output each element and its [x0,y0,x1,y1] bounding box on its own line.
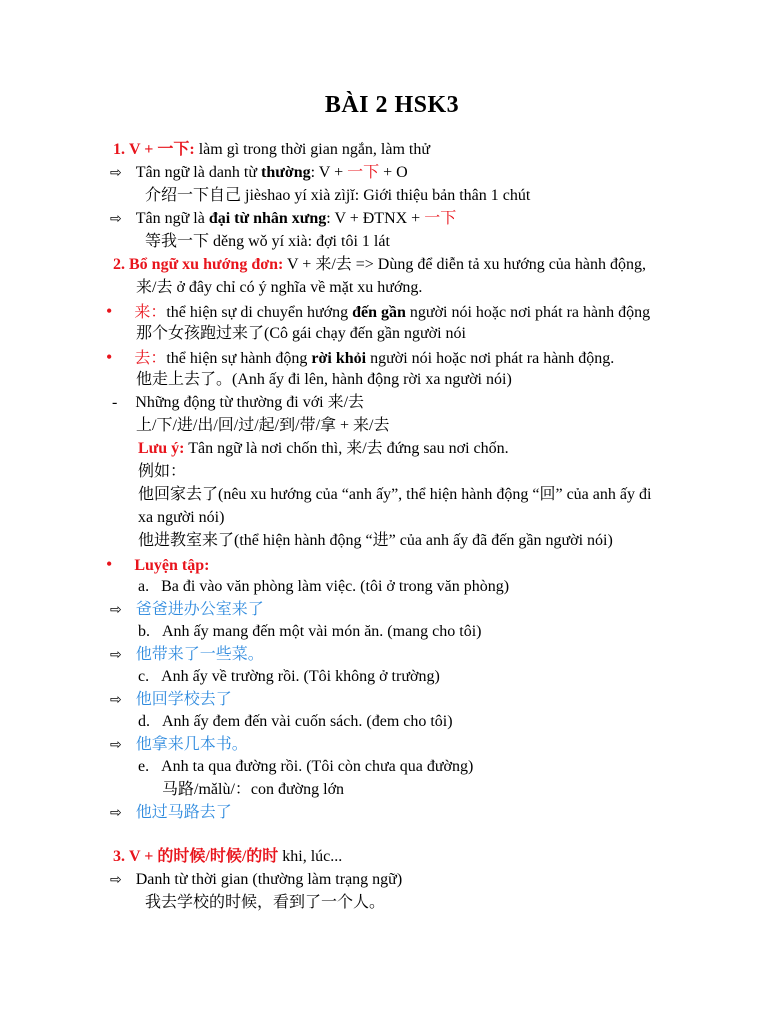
practice-question: d. Anh ấy đem đến vài cuốn sách. (đem cho tôi) [138,713,453,730]
example-line: 我去学校的时候，看到了一个人。 [145,894,386,911]
note-line: Lưu ý: Tân ngữ là nơi chốn thì, 来/去 đứng sau nơi chốn. [138,440,509,457]
bullet-line: • 来：thể hiện sự di chuyển hướng đến gần người nói hoặc nơi phát ra hành động [106,301,651,321]
example-line: xa người nói) [138,509,225,526]
rule-line: ⇨ Tân ngữ là danh từ thường: V + 一下 + O [110,164,408,181]
example-line: 他进教室来了(thể hiện hành động “进” của anh ấy đã đến gần người nói) [138,532,613,549]
rule-line: ⇨ Tân ngữ là đại từ nhân xưng: V + ĐTNX + 一下 [110,210,457,227]
practice-question: b. Anh ấy mang đến một vài món ăn. (mang cho tôi) [138,623,482,640]
arrow-icon: ⇨ [110,602,122,618]
example-label: 例如： [138,463,187,480]
grammar-pattern: V + 的时候/时候/的时 [129,848,279,865]
section-description: 来/去 ở đây chỉ có ý nghĩa về mặt xu hướng. [136,279,423,296]
practice-answer: ⇨ 他回学校去了 [110,691,232,708]
arrow-icon: ⇨ [110,692,122,708]
page-title: BÀI 2 HSK3 [324,92,460,118]
arrow-icon: ⇨ [110,737,122,753]
practice-heading [106,554,209,576]
bullet-icon: • [106,301,113,321]
practice-answer: ⇨ 他带来了一些菜。 [110,646,264,663]
practice-answer: ⇨ 他过马路去了 [110,804,232,821]
dash-marker: - [112,394,118,411]
practice-answer: ⇨ 爸爸进办公室来了 [110,601,264,618]
example-line: 他回家去了(nêu xu hướng của “anh ấy”, thể hiện hành động “回” của anh ấy đi [138,486,652,503]
practice-question: c. Anh ấy về trường rồi. (Tôi không ở trường) [138,668,440,685]
section-number: 1. [113,141,125,158]
section-description: làm gì trong thời gian ngắn, làm thử [194,141,431,158]
arrow-icon: ⇨ [110,872,122,888]
bullet-icon: • [106,347,113,367]
section-2-heading [113,255,646,275]
note-label: Lưu ý: [138,440,185,457]
bullet-line: • 去：thể hiện sự hành động rời khỏi người nói hoặc nơi phát ra hành động. [106,347,615,367]
section-description: V + 来/去 => Dùng để diễn tả xu hướng của hành động, [283,256,646,273]
section-number: 2. [113,256,125,273]
arrow-icon: ⇨ [110,805,122,821]
arrow-icon: ⇨ [110,211,122,227]
practice-answer: ⇨ 他拿来几本书。 [110,736,248,753]
section-1-heading [113,140,430,160]
section-number: 3. [113,848,125,865]
practice-question: e. Anh ta qua đường rồi. (Tôi còn chưa qua đường) [138,758,474,775]
arrow-icon: ⇨ [110,165,122,181]
grammar-pattern: Bổ ngữ xu hướng đơn: [129,256,284,273]
example-line: 那个女孩跑过来了(Cô gái chạy đến gần người nói [136,325,466,342]
section-3-heading [113,847,342,867]
section-description: khi, lúc... [278,848,343,865]
bullet-icon: • [106,554,113,574]
grammar-pattern: V + 一下: [129,141,195,158]
example-line: 介绍一下自己 jièshao yí xià zìjǐ: Giới thiệu bản thân 1 chút [145,187,531,204]
rule-line: ⇨ Danh từ thời gian (thường làm trạng ngữ) [110,871,403,888]
vocab-note: 马路/mǎlù/：con đường lớn [162,781,345,798]
practice-question: a. Ba đi vào văn phòng làm việc. (tôi ở trong văn phòng) [138,578,510,595]
dash-line: - Những động từ thường đi với 来/去 [112,394,365,411]
example-line: 他走上去了。(Anh ấy đi lên, hành động rời xa người nói) [136,371,512,388]
verb-list: 上/下/进/出/回/过/起/到/带/拿 + 来/去 [136,417,390,434]
example-line: 等我一下 děng wǒ yí xià: đợi tôi 1 lát [145,233,390,250]
practice-label: Luyện tập: [134,557,210,574]
arrow-icon: ⇨ [110,647,122,663]
